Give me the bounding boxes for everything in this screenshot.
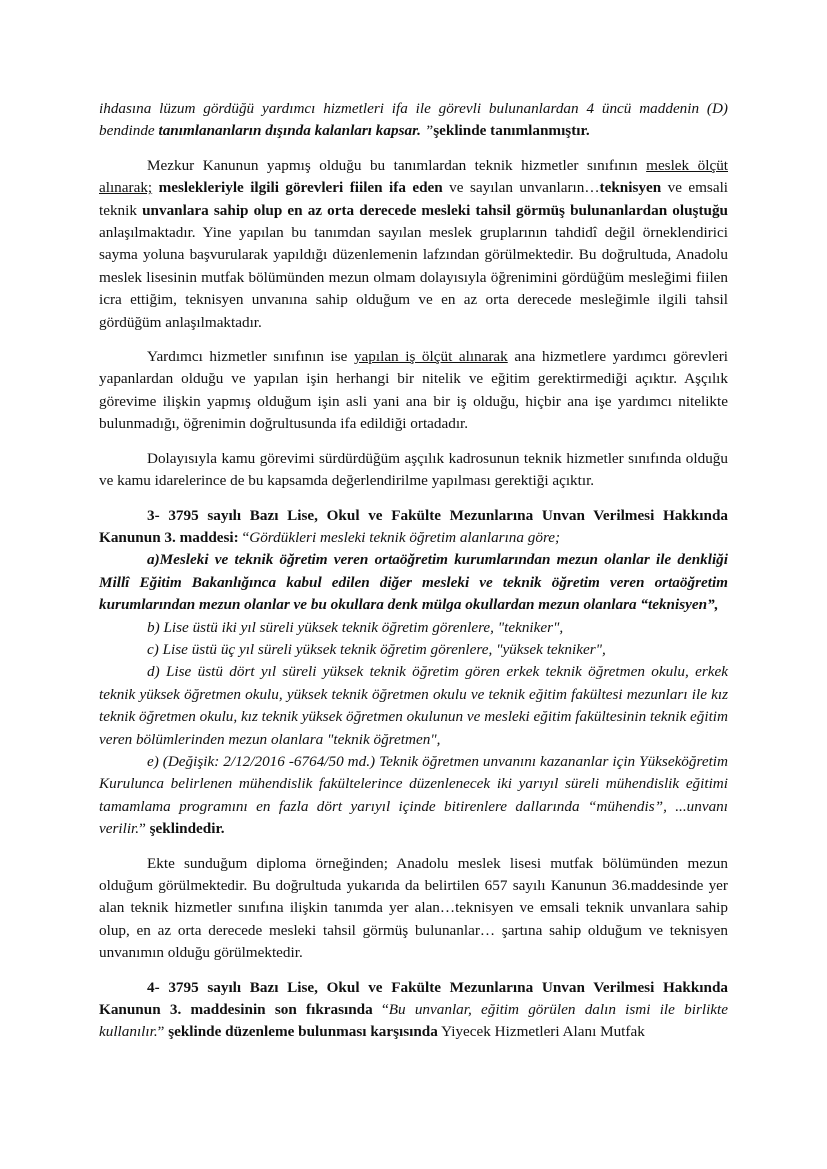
text-run: şeklinde düzenleme bulunması karşısında <box>168 1023 438 1041</box>
paragraph-technical-services <box>99 155 728 334</box>
text-run: ana hizmetlere yardımcı görevleri yapanlardan olduğu ve yapılan işin herhangi bir nitelik ve eğitim gerektirmediği açıktır. Aşçılık görevime ilişkin yapmış olduğum işin asli yani ana bir iş olduğu, hiçbir ana işe yardımcı nitelikte bulunmadığı, öğrenimin doğrultusunda ifa edildiği ortadadır. <box>99 348 728 433</box>
text-run: şeklinde tanımlanmıştır. <box>433 122 590 140</box>
text-run: b) Lise üstü iki yıl süreli yüksek teknik öğretim görenlere, "tekniker", <box>147 618 564 636</box>
text-run: c) Lise üstü üç yıl süreli yüksek teknik öğretim görenlere, "yüksek tekniker", <box>147 640 606 658</box>
text-run: e) (Değişik: 2/12/2016 -6764/50 md.) Teknik öğretmen unvanını kazananlar için Yükseköğretim Kurulunca belirlenen mühendislik fakültelerince düzenlenecek iki yarıyıl süreli mühendislik eğitimi tamamlama programını en fazla dört yarıyıl içinde bitirenlere dallarında “mühendis”, ...unvanı verilir. <box>99 752 728 838</box>
text-run: Ekte sunduğum diploma örneğinden; Anadolu meslek lisesi mutfak bölümünden mezun olduğum görülmektedir. Bu doğrultuda yukarıda da belirtilen 657 sayılı Kanunun 36.maddesinde yer alan teknik hizmetler sınıfına ilişkin tanımda yer alan…teknisyen ve emsali teknik unvanlara sahip olup, en az orta derecede mesleki tahsil görmüş bulunanlar… şartına sahip olduğum ve teknisyen unvanımın olduğu görülmektedir. <box>99 854 728 962</box>
clause-c <box>99 639 728 661</box>
paragraph-law-3795-last-clause <box>99 977 728 1044</box>
paragraph-conclusion <box>99 448 728 493</box>
text-run: ” <box>157 1023 169 1041</box>
text-run: ” <box>420 122 434 140</box>
text-run: yapılan iş ölçüt alınarak <box>353 348 508 366</box>
text-run: tanımlananların dışında kalanları kapsar. <box>158 122 421 140</box>
text-run: ve emsali teknik <box>99 179 729 219</box>
text-run: meslek ölçüt alınarak; <box>99 156 729 197</box>
text-run: teknisyen <box>599 179 662 197</box>
text-run: Mezkur Kanunun yapmış olduğu bu tanımlardan teknik hizmetler sınıfının <box>147 156 647 174</box>
text-run: “ <box>242 528 250 546</box>
text-run: 4- 3795 sayılı Bazı Lise, Okul ve Fakülte Mezunlarına Unvan Verilmesi Hakkında Kanunun 3. maddesinin son fıkrasında <box>99 978 728 1019</box>
clause-a <box>99 549 728 616</box>
text-run: Yardımcı hizmetler sınıfının ise <box>147 348 354 366</box>
paragraph-auxiliary-services <box>99 346 728 436</box>
text-run: ve sayılan unvanların… <box>442 179 600 197</box>
text-run: 3- 3795 sayılı Bazı Lise, Okul ve Fakülte Mezunlarına Unvan Verilmesi Hakkında Kanunun 3. maddesi: <box>99 506 728 546</box>
paragraph-diploma <box>99 853 728 965</box>
text-run: unvanlara sahip olup en az orta derecede mesleki tahsil görmüş bulunanlardan oluştuğu <box>142 201 728 219</box>
clause-e <box>99 751 728 841</box>
text-run: “ <box>372 1001 389 1019</box>
text-run: şeklindedir. <box>149 820 225 838</box>
paragraph-law-3795-article <box>99 505 728 550</box>
text-run: d) Lise üstü dört yıl süreli yüksek teknik öğretim gören erkek teknik öğretmen okulu, erkek teknik yüksek öğretmen okulu, yüksek teknik öğretmen okulu ve teknik eğitim fakültesi mezunları ile kız teknik öğretmen okulu, kız teknik yüksek öğretmen okulunun ve mesleki eğitim fakültesinin teknik eğitim veren bölümlerinden mezun olanlara "teknik öğretmen", <box>99 663 728 748</box>
text-run: a)Mesleki ve teknik öğretim veren ortaöğretim kurumlarından mezun olanlar ile denkliği Millî Eğitim Bakanlığınca kabul edilen diğer mesleki ve teknik öğretim veren ortaöğretim kurumlarından mezun olanlar ve bu okullara denk mülga okullardan mezun olanlara “teknisyen”, <box>99 551 728 614</box>
text-run: Bu unvanlar, eğitim görülen dalın ismi ile birlikte kullanılır. <box>99 1001 728 1041</box>
paragraph-definition-end <box>99 98 728 143</box>
text-run: Yiyecek Hizmetleri Alanı Mutfak <box>437 1023 645 1041</box>
text-run: ihdasına lüzum gördüğü yardımcı hizmetleri ifa ile görevli bulunanlardan 4 üncü maddenin (D) bendinde <box>99 100 728 140</box>
clause-b <box>99 617 728 639</box>
text-run: Dolayısıyla kamu görevimi sürdürdüğüm aşçılık kadrosunun teknik hizmetler sınıfında olduğu ve kamu idarelerince de bu kapsamda değerlendirilme yapılması gerektiği açıktır. <box>99 449 728 490</box>
text-run: Gördükleri mesleki teknik öğretim alanlarına göre; <box>249 528 561 546</box>
text-run: ” <box>139 820 150 838</box>
text-run: anlaşılmaktadır. Yine yapılan bu tanımdan sayılan meslek gruplarının tahdidî değil örneklendirici sayma yoluna başvurularak yapıldığı düzenlemenin lafzından görülmektedir. Bu doğrultuda, Anadolu meslek lisesinin mutfak bölümünden mezun olmam dolayısıyla öğrenimini gördüğüm mesleğimi fiilen icra ettiğim, teknisyen unvanına sahip olduğum ve en az orta derecede mesleğimle ilgili tahsil gördüğüm anlaşılmaktadır. <box>99 224 728 331</box>
text-run: meslekleriyle ilgili görevleri fiilen ifa eden <box>158 179 443 197</box>
clause-d <box>99 661 728 751</box>
